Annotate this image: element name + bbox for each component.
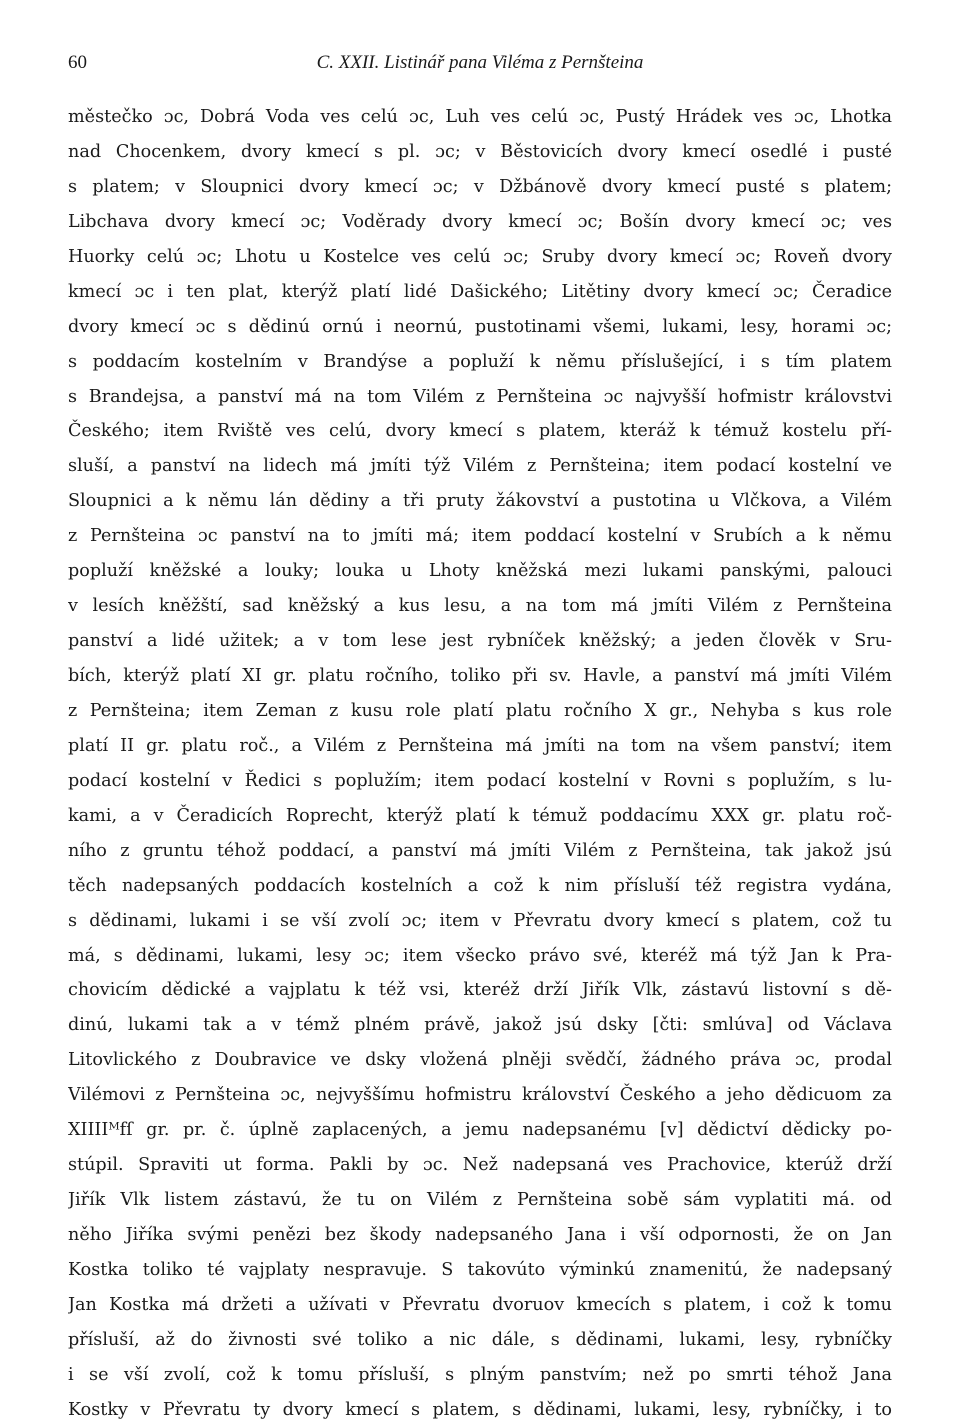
text-line: z Pernšteina ɔc panství na to jmíti má; item poddací kostelní v Srubích a k němu bbox=[68, 526, 892, 547]
page-number: 60 bbox=[68, 52, 87, 73]
text-line: má, s dědinami, lukami, lesy ɔc; item všecko právo své, kteréž má týž Jan k Pra- bbox=[68, 945, 892, 966]
body-text bbox=[68, 100, 892, 1428]
text-line: XIIIIᴹfſ gr. pr. č. úplně zaplacených, a jemu nadepsanému [v] dědictví dědicky po- bbox=[68, 1120, 892, 1141]
text-line: Jiřík Vlk listem zástavú, že tu on Vilém z Pernšteina sobě sám vyplatiti má. od bbox=[68, 1190, 892, 1211]
text-line: Českého; item Rviště ves celú, dvory kmecí s platem, kteráž k témuž kostelu pří- bbox=[68, 421, 892, 442]
text-line: bích, kterýž platí XI gr. platu ročního, toliko při sv. Havle, a panství má jmíti Vilém bbox=[68, 666, 892, 686]
text-line: sluší, a panství na lidech má jmíti týž Vilém z Pernšteina; item podací kostelní ve bbox=[68, 456, 892, 477]
text-line: chovicím dědické a vajplatu k též vsi, kteréž drží Jiřík Vlk, zástavú listovní s dě- bbox=[68, 980, 892, 1001]
text-line: v lesích kněžští, sad kněžský a kus lesu, a na tom má jmíti Vilém z Pernšteina bbox=[68, 596, 892, 617]
text-line: kami, a v Čeradicích Roprecht, kterýž platí k témuž poddacímu XXX gr. platu roč- bbox=[68, 805, 892, 826]
text-line: podací kostelní v Ředici s poplužím; item podací kostelní v Rovni s poplužím, s lu- bbox=[68, 770, 892, 791]
text-line: Kostky v Převratu ty dvory kmecí s platem, s dědinami, lukami, lesy, rybníčky, i to bbox=[68, 1399, 892, 1420]
text-line: s dědinami, lukami i se vší zvolí ɔc; item v Převratu dvory kmecí s platem, což tu bbox=[68, 910, 892, 931]
text-line: panství a lidé užitek; a v tom lese jest rybníček kněžský; a jeden člověk v Sru- bbox=[68, 631, 892, 652]
text-line: Jan Kostka má držeti a užívati v Převratu dvoruov kmecích s platem, i což k tomu bbox=[68, 1294, 892, 1315]
text-line: městečko ɔc, Dobrá Voda ves celú ɔc, Luh ves celú ɔc, Pustý Hrádek ves ɔc, Lhotka bbox=[68, 107, 892, 127]
text-line: i se vší zvolí, což k tomu přísluší, s plným panstvím; než po smrti téhož Jana bbox=[68, 1364, 892, 1385]
text-line: nad Chocenkem, dvory kmecí s pl. ɔc; v Běstovicích dvory kmecí osedlé i pusté bbox=[68, 141, 892, 162]
text-line: přísluší, až do živnosti své toliko a nic dále, s dědinami, lukami, lesy, rybníčky bbox=[68, 1329, 892, 1350]
text-line: s platem; v Sloupnici dvory kmecí ɔc; v Džbánově dvory kmecí pusté s platem; bbox=[68, 176, 892, 197]
page-header bbox=[68, 52, 892, 86]
text-line: z Pernšteina; item Zeman z kusu role platí platu ročního X gr., Nehyba s kus role bbox=[68, 700, 892, 721]
text-line: s poddacím kostelním v Brandýse a popluží k němu příslušející, i s tím platem bbox=[68, 351, 892, 372]
text-line: Huorky celú ɔc; Lhotu u Kostelce ves celú ɔc; Sruby dvory kmecí ɔc; Roveň dvory bbox=[68, 246, 892, 267]
text-line: s Brandejsa, a panství má na tom Vilém z Pernšteina ɔc najvyšší hofmistr královstvi bbox=[68, 386, 892, 407]
text-line: popluží kněžské a louky; louka u Lhoty kněžská mezi lukami panskými, palouci bbox=[68, 561, 892, 582]
text-line: dinú, lukami tak a v témž plném právě, jakož jsú dsky [čti: smlúva] od Václava bbox=[68, 1015, 892, 1036]
text-line: Litovlického z Doubravice ve dsky vložená plněji svědčí, žádného práva ɔc, prodal bbox=[68, 1050, 892, 1071]
text-line: něho Jiříka svými penězi bez škody nadepsaného Jana i vší odpornosti, že on Jan bbox=[68, 1225, 892, 1245]
text-line: stúpil. Spraviti ut forma. Pakli by ɔc. Než nadepsaná ves Prachovice, kterúž drží bbox=[68, 1155, 892, 1176]
text-line: Libchava dvory kmecí ɔc; Voděrady dvory kmecí ɔc; Bošín dvory kmecí ɔc; ves bbox=[68, 211, 892, 232]
text-line: platí II gr. platu roč., a Vilém z Pernšteina má jmíti na tom na všem panství; item bbox=[68, 735, 892, 756]
text-line: dvory kmecí ɔc s dědinú ornú i neornú, pustotinami všemi, lukami, lesy, horami ɔc; bbox=[68, 316, 892, 337]
running-head: C. XXII. Listinář pana Viléma z Pernšteina bbox=[316, 52, 644, 73]
text-line: kmecí ɔc i ten plat, kterýž platí lidé Dašického; Litětiny dvory kmecí ɔc; Čeradice bbox=[68, 281, 892, 302]
text-line: Kostka toliko té vajplaty nespravuje. S takovúto výminkú znamenitú, že nadepsaný bbox=[68, 1259, 892, 1280]
text-line: těch nadepsaných poddacích kostelních a což k nim přísluší též registra vydána, bbox=[68, 875, 892, 896]
text-line: ního z gruntu téhož poddací, a panství má jmíti Vilém z Pernšteina, tak jakož jsú bbox=[68, 840, 892, 861]
text-line: Vilémovi z Pernšteina ɔc, nejvyššímu hofmistru království Českého a jeho dědicuom za bbox=[68, 1085, 892, 1106]
text-line: Sloupnici a k němu lán dědiny a tři pruty žákovství a pustotina u Vlčkova, a Vilém bbox=[68, 491, 892, 512]
